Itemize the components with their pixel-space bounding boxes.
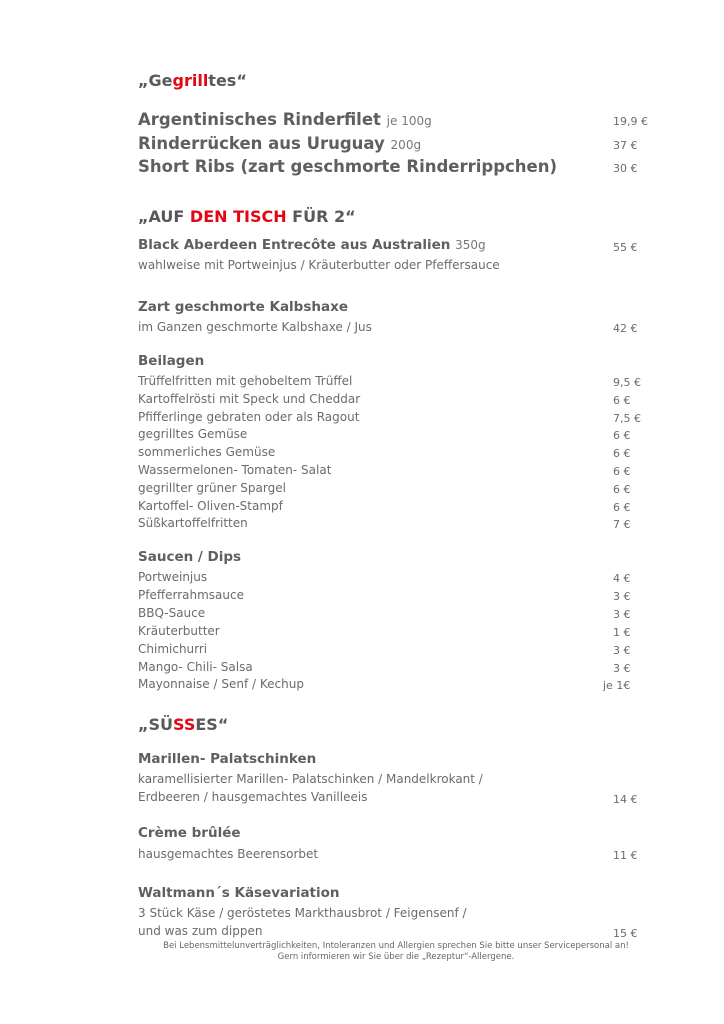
- price: 14 €: [613, 793, 638, 806]
- section-title-sides: Beilagen: [138, 353, 205, 369]
- price: 15 €: [613, 927, 638, 940]
- section-title-sauces: Saucen / Dips: [138, 549, 242, 565]
- price: 3 €: [613, 607, 631, 621]
- menu-item: Crème brûlée: [138, 825, 241, 841]
- price: 37 €: [613, 139, 638, 152]
- list-item: BBQ-Sauce: [138, 605, 206, 620]
- price: 7 €: [613, 518, 631, 532]
- list-item: gegrilltes Gemüse: [138, 427, 248, 442]
- list-item: Kartoffel- Oliven-Stampf: [138, 498, 283, 513]
- price: 6 €: [613, 482, 631, 496]
- price: 30 €: [613, 162, 638, 175]
- price: 19,9 €: [613, 115, 648, 128]
- menu-item: Black Aberdeen Entrecôte aus Australien 350g: [138, 237, 486, 253]
- price: 55 €: [613, 241, 638, 254]
- list-item: Mango- Chili- Salsa: [138, 659, 253, 674]
- list-item: gegrillter grüner Spargel: [138, 480, 286, 495]
- menu-item: Short Ribs (zart geschmorte Rinderrippchen): [138, 157, 558, 176]
- allergy-notice: Bei Lebensmittelunverträglichkeiten, Intoleranzen und Allergien sprechen Sie bitte unser Servicepersonal an!: [163, 941, 629, 951]
- list-item: Wassermelonen- Tomaten- Salat: [138, 463, 332, 477]
- menu-item: Rinderrücken aus Uruguay 200g: [138, 134, 422, 153]
- list-item: Süßkartoffelfritten: [138, 516, 248, 531]
- item-description: 3 Stück Käse / geröstetes Markthausbrot / Feigensenf /: [138, 906, 467, 920]
- item-description: karamellisierter Marillen- Palatschinken / Mandelkrokant /: [138, 772, 483, 786]
- price: 6 €: [613, 393, 631, 407]
- price: 3 €: [613, 589, 631, 603]
- price: 1 €: [613, 625, 631, 639]
- item-description: wahlweise mit Portweinjus / Kräuterbutter oder Pfeffersauce: [138, 258, 500, 272]
- price: 4 €: [613, 572, 631, 585]
- price: 3 €: [613, 643, 631, 657]
- menu-item: Zart geschmorte Kalbshaxe: [138, 299, 348, 315]
- list-item: Pfifferlinge gebraten oder als Ragout: [138, 409, 360, 424]
- price: 11 €: [613, 849, 638, 862]
- item-description: im Ganzen geschmorte Kalbshaxe / Jus: [138, 320, 372, 334]
- allergy-notice: Gern informieren wir Sie über die „Rezeptur“-Allergene.: [277, 952, 515, 962]
- menu-item: Waltmann´s Käsevariation: [138, 885, 340, 901]
- price: 6 €: [613, 447, 631, 461]
- item-description: und was zum dippen: [138, 924, 263, 938]
- item-description: Erdbeeren / hausgemachtes Vanilleeis: [138, 790, 368, 804]
- list-item: Portweinjus: [138, 570, 208, 584]
- price: 6 €: [613, 500, 631, 514]
- list-item: Pfefferrahmsauce: [138, 587, 244, 602]
- item-description: hausgemachtes Beerensorbet: [138, 847, 319, 861]
- section-title-table: „AUF DEN TISCH FÜR 2“: [138, 207, 356, 226]
- price: 6 €: [613, 465, 631, 478]
- menu-item: Argentinisches Rinderfilet je 100g: [138, 110, 432, 129]
- price: 6 €: [613, 429, 631, 443]
- list-item: sommerliches Gemüse: [138, 445, 276, 460]
- menu-item: Marillen- Palatschinken: [138, 751, 317, 767]
- price: je 1€: [603, 679, 631, 693]
- list-item: Chimichurri: [138, 641, 208, 656]
- list-item: Trüffelfritten mit gehobeltem Trüffel: [138, 374, 353, 388]
- price: 9,5 €: [613, 376, 641, 389]
- price: 7,5 €: [613, 411, 641, 425]
- list-item: Mayonnaise / Senf / Kechup: [138, 677, 304, 692]
- price: 3 €: [613, 661, 631, 675]
- price: 42 €: [613, 322, 638, 335]
- section-title-sweets: „SÜSSES“: [138, 715, 229, 734]
- list-item: Kartoffelrösti mit Speck und Cheddar: [138, 391, 361, 406]
- list-item: Kräuterbutter: [138, 623, 220, 638]
- section-title-grilled: „Gegrilltes“: [138, 71, 247, 90]
